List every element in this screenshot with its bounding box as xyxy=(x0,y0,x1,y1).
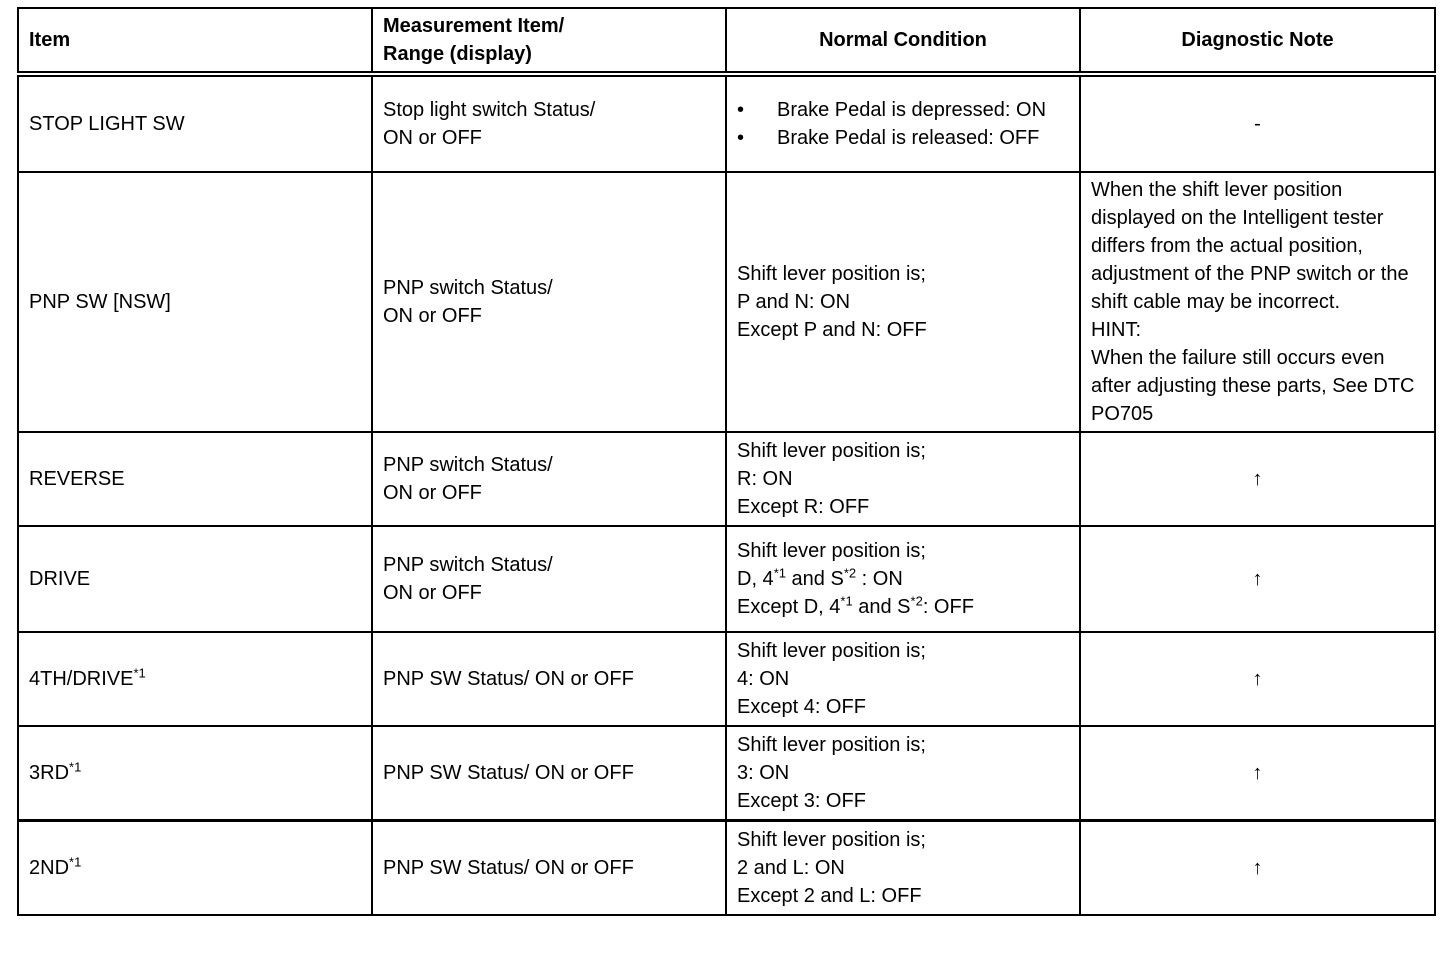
footnote-marker: *1 xyxy=(69,854,82,870)
header-normal-condition: Normal Condition xyxy=(726,8,1080,74)
item-cell xyxy=(18,632,372,726)
condition-text: D, 4 xyxy=(737,568,774,590)
measurement-cell: PNP SW Status/ ON or OFF xyxy=(372,821,726,916)
item-text: 2ND xyxy=(29,857,70,879)
table-header-row xyxy=(18,8,1435,74)
diagnostic-note-cell: ↑ xyxy=(1080,432,1435,526)
header-measurement-line1: Measurement Item/ xyxy=(383,15,565,37)
footnote-marker: *1 xyxy=(773,565,786,581)
note-text: When the shift lever position displayed on the Intelligent tester differs from the actual position, adjustment of the PNP switch or the shift cable may be incorrect. xyxy=(1091,179,1409,313)
condition-line: Shift lever position is; xyxy=(737,829,926,851)
condition-line: Shift lever position is; xyxy=(737,440,926,462)
condition-text: : OFF xyxy=(922,596,974,618)
measurement-line: ON or OFF xyxy=(383,305,482,327)
measurement-line: PNP switch Status/ xyxy=(383,554,553,576)
item-cell: DRIVE xyxy=(18,526,372,632)
note-hint-text: When the failure still occurs even after adjusting these parts, See DTC PO705 xyxy=(1091,347,1415,425)
measurement-cell: PNP SW Status/ ON or OFF xyxy=(372,726,726,821)
item-text: 3RD xyxy=(29,762,70,784)
header-diagnostic-note: Diagnostic Note xyxy=(1080,8,1435,74)
condition-text: Except D, 4 xyxy=(737,596,841,618)
normal-condition-cell xyxy=(726,432,1080,526)
normal-condition-cell xyxy=(726,526,1080,632)
header-measurement-line2: Range (display) xyxy=(383,43,532,65)
item-cell: REVERSE xyxy=(18,432,372,526)
measurement-cell: PNP SW Status/ ON or OFF xyxy=(372,632,726,726)
normal-condition-cell xyxy=(726,74,1080,172)
footnote-marker: *1 xyxy=(133,665,146,681)
diagnostic-note-cell: - xyxy=(1080,74,1435,172)
condition-bullet-list xyxy=(737,96,1069,152)
diagnostic-note-cell: ↑ xyxy=(1080,526,1435,632)
data-list-table xyxy=(17,7,1436,916)
condition-line: Except 3: OFF xyxy=(737,790,866,812)
normal-condition-cell xyxy=(726,172,1080,432)
footnote-marker: *2 xyxy=(910,593,923,609)
condition-line: Except R: OFF xyxy=(737,496,870,518)
condition-line: 4: ON xyxy=(737,668,790,690)
item-cell xyxy=(18,821,372,916)
condition-line: R: ON xyxy=(737,468,793,490)
condition-bullet: • Brake Pedal is depressed: ON xyxy=(737,96,1069,124)
measurement-line: ON or OFF xyxy=(383,582,482,604)
normal-condition-cell xyxy=(726,726,1080,821)
measurement-cell xyxy=(372,74,726,172)
condition-line: Shift lever position is; xyxy=(737,734,926,756)
condition-line xyxy=(737,593,1069,621)
item-text: 4TH/DRIVE xyxy=(29,668,134,690)
item-cell: PNP SW [NSW] xyxy=(18,172,372,432)
table-row xyxy=(18,74,1435,172)
condition-line: Except 2 and L: OFF xyxy=(737,885,922,907)
condition-text: and S xyxy=(785,568,844,590)
item-cell: STOP LIGHT SW xyxy=(18,74,372,172)
diagnostic-note-cell: ↑ xyxy=(1080,821,1435,916)
table-row xyxy=(18,632,1435,726)
table-row xyxy=(18,526,1435,632)
condition-line: Shift lever position is; xyxy=(737,640,926,662)
diagnostic-note-cell: ↑ xyxy=(1080,632,1435,726)
condition-line: 2 and L: ON xyxy=(737,857,845,879)
table-row xyxy=(18,432,1435,526)
table-row xyxy=(18,726,1435,821)
condition-line xyxy=(737,565,1069,593)
footnote-marker: *2 xyxy=(843,565,857,581)
condition-line: P and N: ON xyxy=(737,291,851,313)
diagnostic-note-cell: ↑ xyxy=(1080,726,1435,821)
measurement-line: ON or OFF xyxy=(383,127,482,149)
condition-bullet: • Brake Pedal is released: OFF xyxy=(737,124,1069,152)
normal-condition-cell xyxy=(726,632,1080,726)
note-hint-label: HINT: xyxy=(1091,319,1141,341)
condition-line: Shift lever position is; xyxy=(737,263,926,285)
measurement-line: PNP switch Status/ xyxy=(383,277,553,299)
header-item: Item xyxy=(18,8,372,74)
header-measurement xyxy=(372,8,726,74)
measurement-cell xyxy=(372,432,726,526)
condition-line: 3: ON xyxy=(737,762,790,784)
measurement-cell xyxy=(372,526,726,632)
normal-condition-cell xyxy=(726,821,1080,916)
item-cell xyxy=(18,726,372,821)
table-row xyxy=(18,821,1435,916)
measurement-line: Stop light switch Status/ xyxy=(383,99,596,121)
footnote-marker: *1 xyxy=(840,593,853,609)
condition-text: : ON xyxy=(856,568,903,590)
condition-line: Shift lever position is; xyxy=(737,540,926,562)
condition-line: Except P and N: OFF xyxy=(737,319,927,341)
condition-line: Except 4: OFF xyxy=(737,696,866,718)
condition-text: and S xyxy=(852,596,911,618)
footnote-marker: *1 xyxy=(69,759,82,775)
table-row xyxy=(18,172,1435,432)
measurement-line: ON or OFF xyxy=(383,482,482,504)
diagnostic-note-cell xyxy=(1080,172,1435,432)
measurement-cell xyxy=(372,172,726,432)
measurement-line: PNP switch Status/ xyxy=(383,454,553,476)
